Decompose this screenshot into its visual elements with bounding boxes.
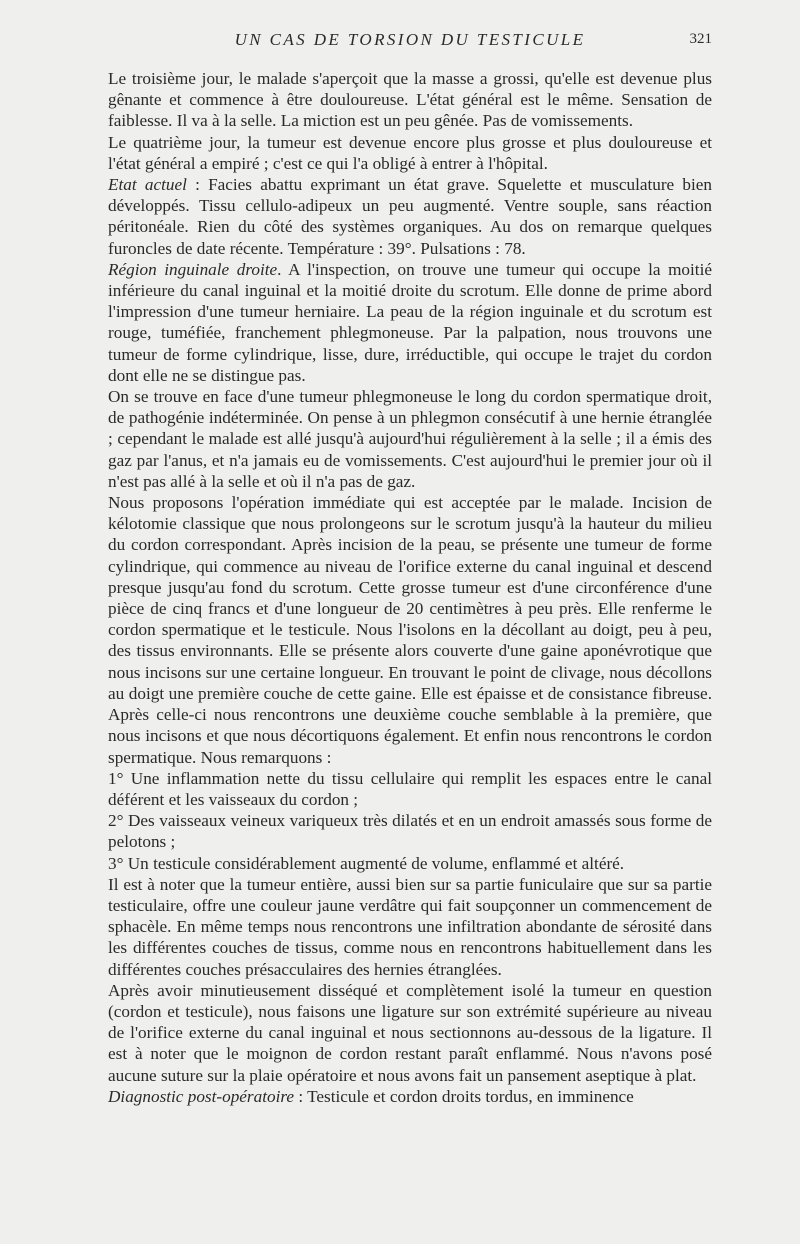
paragraph-text: Après avoir minutieusement disséqué et complètement isolé la tumeur en question (cordon et testicule), nous faisons une ligature sur son extrémité supérieure au niveau de l'orifice externe du canal inguinal et nous sectionnons au-dessous de la ligature. Il est à noter que le moignon de cordon restant paraît enflammé. Nous n'avons posé aucune suture sur la plaie opératoire et nous avons fait un pansement aseptique à plat. — [108, 980, 712, 1085]
body-text — [108, 68, 712, 1107]
paragraph-text: 3° Un testicule considérablement augmenté de volume, enflammé et altéré. — [108, 853, 625, 873]
page-header — [108, 30, 712, 54]
paragraph — [108, 259, 712, 386]
paragraph-text: On se trouve en face d'une tumeur phlegmoneuse le long du cordon spermatique droit, de pathogénie indéterminée. On pense à un phlegmon consécutif à une hernie étranglée ; cependant le malade est allé jusqu'à aujourd'hui régulièrement à la selle ; il a émis des gaz par l'anus, et n'a jamais eu de vomissements. C'est aujourd'hui le premier jour où il n'est pas allé à la selle et où il n'a pas de gaz. — [108, 387, 712, 491]
paragraph — [108, 853, 712, 874]
running-title: UN CAS DE TORSION DU TESTICULE — [234, 30, 586, 49]
paragraph-text: . A l'inspection, on trouve une tumeur qui occupe la moitié inférieure du canal inguinal et la moitié droite du scrotum. Elle donne de prime abord l'impression d'une tumeur herniaire. La peau de la région inguinale et du scrotum est rouge, tuméfiée, franchement phlegmoneuse. Par la palpation, nous trouvons une tumeur de forme cylindrique, lisse, dure, irréductible, qui occupe le trajet du cordon dont elle ne se distingue pas. — [108, 259, 712, 385]
paragraph-text: Nous proposons l'opération immédiate qui est acceptée par le malade. Incision de kélotomie classique que nous prolongeons sur le scrotum jusqu'à la hauteur du milieu du cordon correspondant. Après incision de la peau, se présente une tumeur de forme cylindrique, qui commence au niveau de l'orifice externe du canal inguinal et descend presque jusqu'au fond du scrotum. Cette grosse tumeur est d'une circonférence d'une pièce de cinq francs et d'une longueur de 20 centimètres à peu près. Elle renferme le cordon spermatique et le testicule. Nous l'isolons en la décollant au doigt, peu à peu, des tissus environnants. Elle se présente alors couverte d'une gaine aponévrotique que nous incisons sur une certaine longueur. En trouvant le point de clivage, nous décollons au doigt une première couche de cette gaine. Elle est épaisse et de consistance fibreuse. Après celle-ci nous rencontrons une deuxième couche semblable à la première, que nous incisons et que nous décortiquons également. Et enfin nous rencontrons le cordon spermatique. Nous remarquons : — [108, 493, 712, 767]
paragraph-text: Le quatrième jour, la tumeur est devenue encore plus grosse et plus douloureuse et l'état général a empiré ; c'est ce qui l'a obligé à entrer à l'hôpital. — [108, 132, 712, 173]
paragraph-lead: Etat actuel — [108, 175, 187, 195]
paragraph — [108, 1086, 712, 1107]
paragraph-lead: Région inguinale droite — [108, 259, 278, 279]
paragraph — [108, 810, 712, 852]
paragraph — [108, 492, 712, 768]
paragraph-lead: Diagnostic post-opératoire — [108, 1086, 295, 1106]
paragraph-text: 1° Une inflammation nette du tissu cellulaire qui remplit les espaces entre le canal déférent et les vaisseaux du cordon ; — [108, 768, 712, 809]
paragraph-text: Il est à noter que la tumeur entière, aussi bien sur sa partie funiculaire que sur sa partie testiculaire, offre une couleur jaune verdâtre qui fait soupçonner un commencement de sphacèle. En même temps nous rencontrons une infiltration abondante de sérosité dans les différentes couches de tissus, comme nous en rencontrons habituellement dans les différentes couches présacculaires des hernies étranglées. — [108, 874, 712, 979]
paragraph-text: 2° Des vaisseaux veineux variqueux très dilatés et en un endroit amassés sous forme de pelotons ; — [108, 811, 712, 852]
paragraph-text: : Facies abattu exprimant un état grave. Squelette et musculature bien développés. Tissu cellulo-adipeux un peu augmenté. Ventre souple, sans réaction péritonéale. Rien du côté des systèmes organiques. Au dos on remarque quelques furoncles de date récente. Température : 39°. Pulsations : 78. — [108, 175, 712, 258]
paragraph — [108, 768, 712, 810]
paragraph — [108, 980, 712, 1086]
paragraph — [108, 174, 712, 259]
paragraph — [108, 68, 712, 132]
paragraph — [108, 132, 712, 174]
paragraph-text: Le troisième jour, le malade s'aperçoit que la masse a grossi, qu'elle est devenue plus gênante et commence à être douloureuse. L'état général est le même. Sensation de faiblesse. Il va à la selle. La miction est un peu gênée. Pas de vomissements. — [108, 69, 712, 131]
paragraph — [108, 386, 712, 492]
page-number: 321 — [689, 31, 712, 47]
paragraph — [108, 874, 712, 980]
paragraph-text: : Testicule et cordon droits tordus, en imminence — [294, 1086, 634, 1106]
